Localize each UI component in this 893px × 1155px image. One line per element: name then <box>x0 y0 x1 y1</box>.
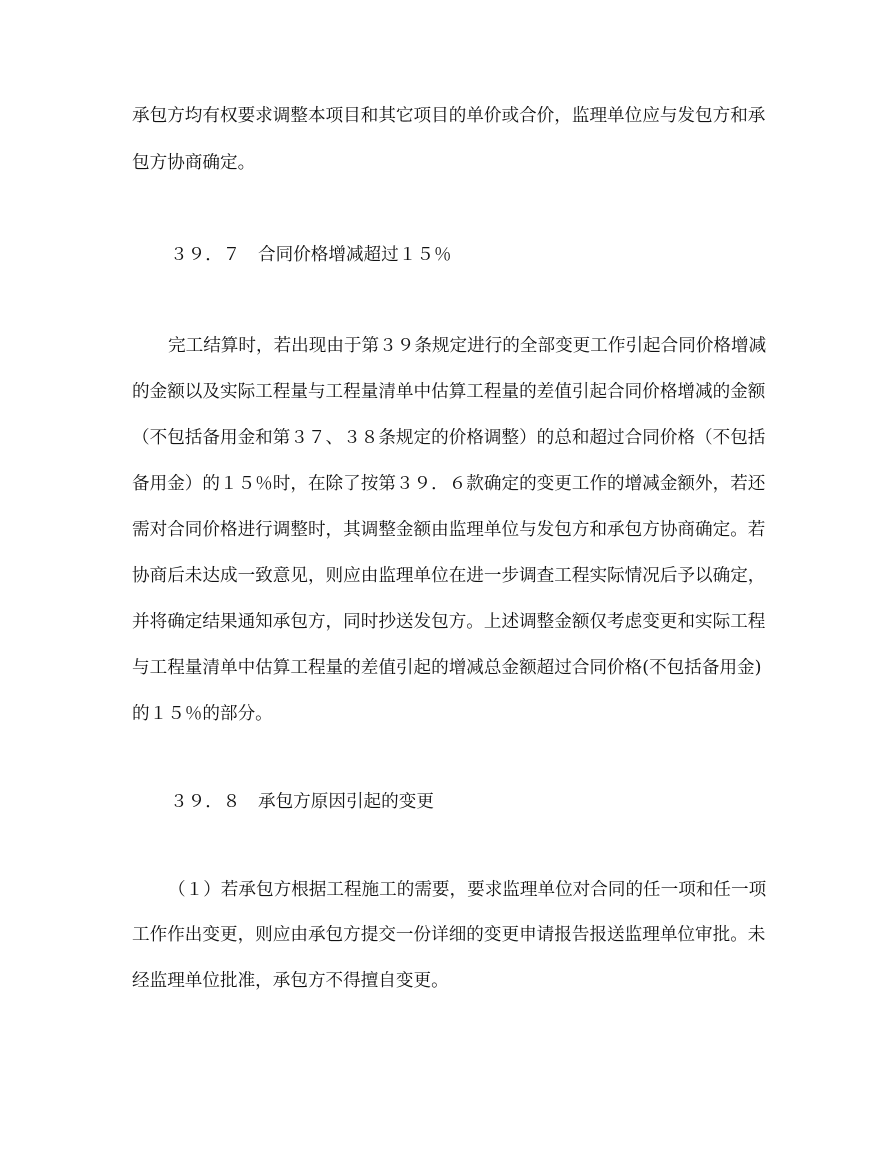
paragraph-line: 完工结算时，若出现由于第３９条规定进行的全部变更工作引起合同价格增减 <box>168 336 767 356</box>
paragraph-line: 工作作出变更，则应由承包方提交一份详细的变更申请报告报送监理单位审批。未 <box>132 925 766 945</box>
paragraph-line: 与工程量清单中估算工程量的差值引起的增减总金额超过合同价格(不包括备用金) <box>132 658 762 678</box>
section-heading-39-8: ３９．８ 承包方原因引起的变更 <box>170 792 434 812</box>
paragraph-line: （不包括备用金和第３７、３８条规定的价格调整）的总和超过合同价格（不包括 <box>132 428 766 448</box>
paragraph-line: 协商后未达成一致意见，则应由监理单位在进一步调查工程实际情况后予以确定， <box>132 566 766 586</box>
paragraph-line: 包方协商确定。 <box>132 153 256 173</box>
paragraph-line: 承包方均有权要求调整本项目和其它项目的单价或合价，监理单位应与发包方和承 <box>132 106 766 126</box>
paragraph-line: 的金额以及实际工程量与工程量清单中估算工程量的差值引起合同价格增减的金额 <box>132 382 766 402</box>
paragraph-line: （１）若承包方根据工程施工的需要，要求监理单位对合同的任一项和任一项 <box>168 880 767 900</box>
section-heading-39-7: ３９．７ 合同价格增减超过１５％ <box>170 245 452 265</box>
paragraph-line: 经监理单位批准，承包方不得擅自变更。 <box>132 971 449 991</box>
paragraph-line: 需对合同价格进行调整时，其调整金额由监理单位与发包方和承包方协商确定。若 <box>132 520 766 540</box>
paragraph-line: 并将确定结果通知承包方，同时抄送发包方。上述调整金额仅考虑变更和实际工程 <box>132 612 766 632</box>
paragraph-line: 的１５％的部分。 <box>132 704 273 724</box>
paragraph-line: 备用金）的１５％时，在除了按第３９．６款确定的变更工作的增减金额外，若还 <box>132 474 766 494</box>
